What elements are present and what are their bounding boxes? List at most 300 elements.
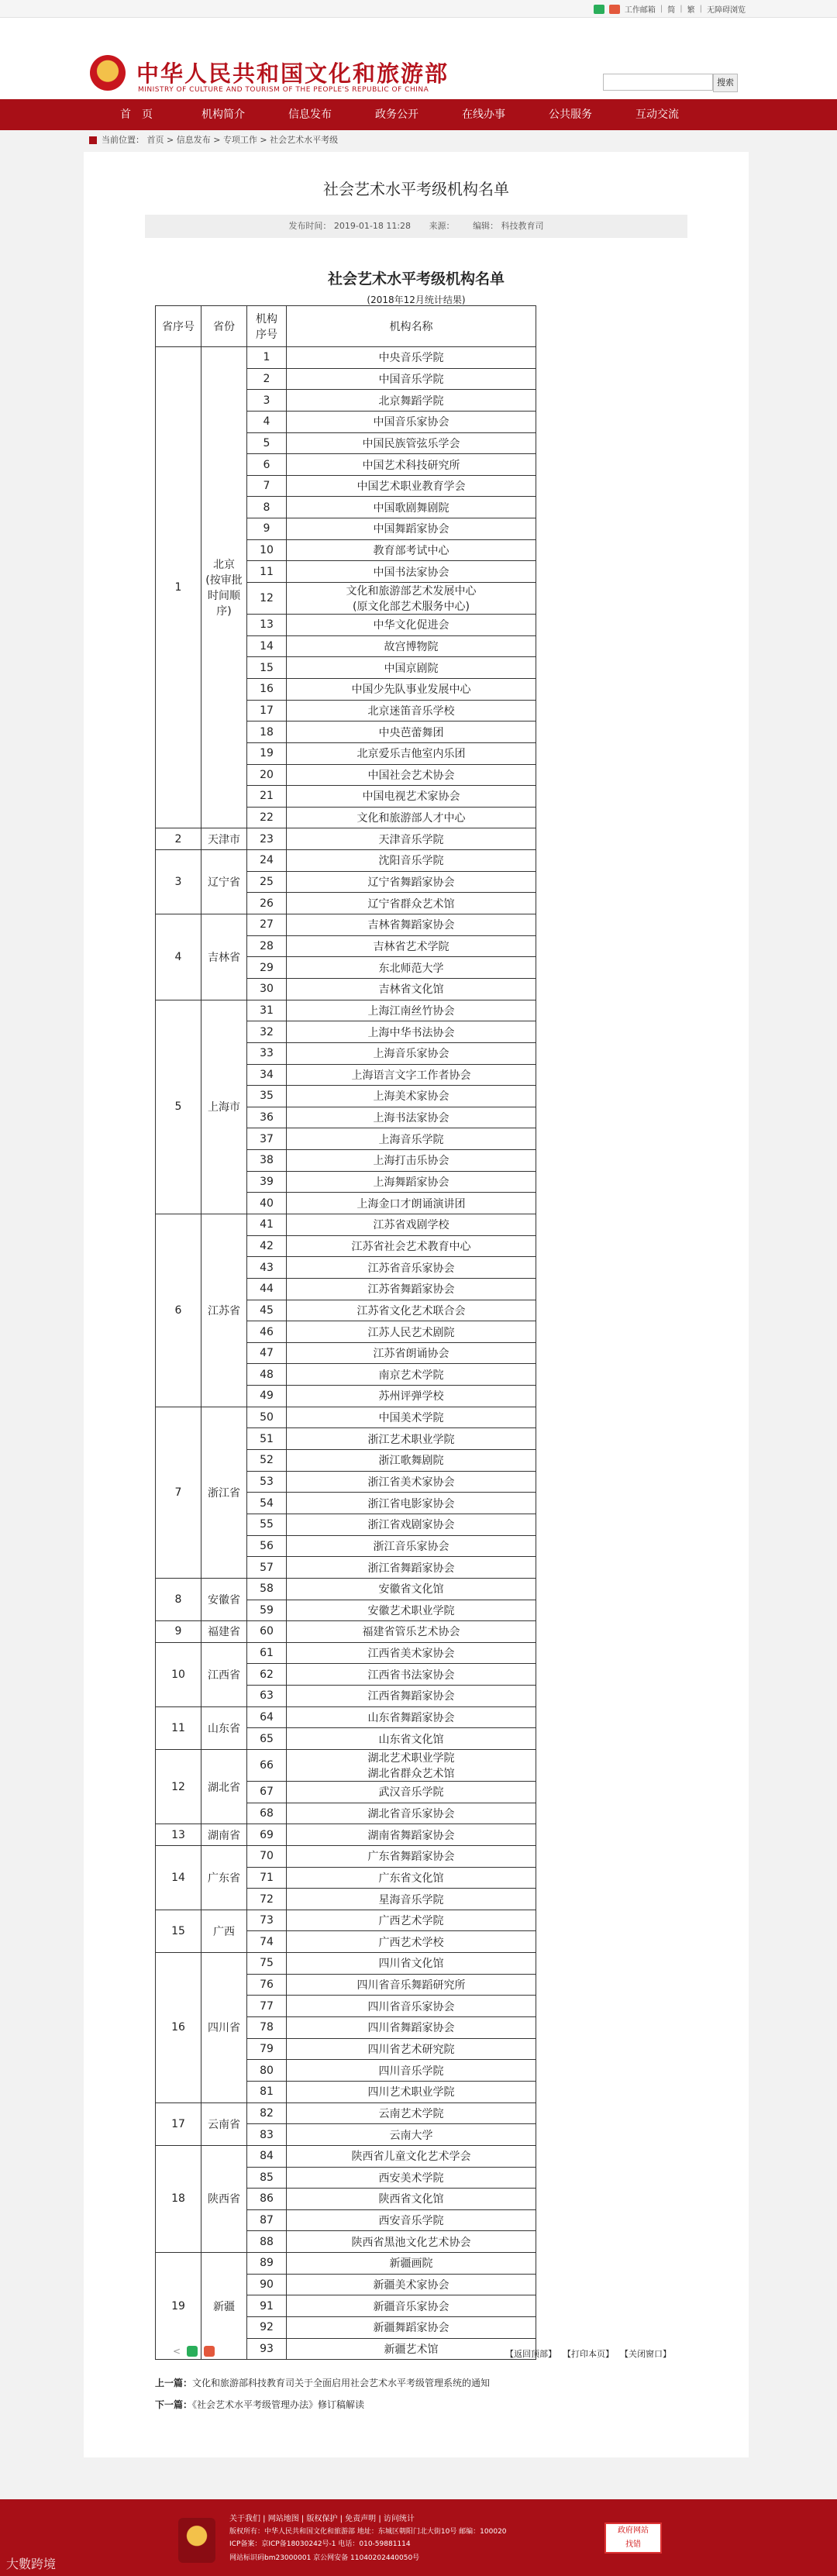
org-no-cell: 7	[247, 475, 287, 497]
org-no-cell: 6	[247, 454, 287, 476]
org-no-cell: 75	[247, 1953, 287, 1975]
org-no-cell: 4	[247, 411, 287, 432]
org-name-cell: 中国社会艺术协会	[287, 764, 536, 786]
org-name-cell: 山东省文化馆	[287, 1728, 536, 1750]
province-no-cell: 19	[156, 2253, 202, 2360]
prev-link[interactable]: 文化和旅游部科技教育司关于全面启用社会艺术水平考级管理系统的通知	[192, 2378, 491, 2388]
weibo-icon[interactable]	[609, 5, 620, 14]
org-name-cell: 吉林省文化馆	[287, 978, 536, 1000]
table-row	[156, 347, 536, 369]
org-name-cell: 广西艺术学校	[287, 1931, 536, 1953]
org-no-cell: 30	[247, 978, 287, 1000]
org-no-cell: 42	[247, 1235, 287, 1257]
province-name-cell: 云南省	[202, 2102, 247, 2145]
share-icon[interactable]: <	[173, 2346, 181, 2357]
site-footer	[0, 2499, 837, 2576]
province-name-cell: 天津市	[202, 828, 247, 850]
article-editor: 编辑： 科技教育司	[473, 221, 544, 231]
province-name-cell: 上海市	[202, 1000, 247, 1214]
province-no-cell: 11	[156, 1706, 202, 1749]
org-no-cell: 39	[247, 1171, 287, 1193]
org-name-cell: 江苏省舞蹈家协会	[287, 1278, 536, 1300]
org-name-cell: 文化和旅游部艺术发展中心 (原文化部艺术服务中心)	[287, 583, 536, 615]
nav-item-online[interactable]: 在线办事	[462, 108, 505, 121]
org-name-cell: 新疆画院	[287, 2253, 536, 2275]
org-no-cell: 86	[247, 2189, 287, 2210]
province-no-cell: 5	[156, 1000, 202, 1214]
org-name-cell: 故宫博物院	[287, 635, 536, 657]
org-no-cell: 74	[247, 1931, 287, 1953]
org-name-cell: 浙江省美术家协会	[287, 1471, 536, 1493]
org-no-cell: 54	[247, 1493, 287, 1514]
province-name-cell: 新疆	[202, 2253, 247, 2360]
next-label: 下一篇：	[155, 2399, 193, 2410]
search-button[interactable]: 搜索	[713, 74, 738, 92]
province-no-cell: 3	[156, 850, 202, 914]
org-no-cell: 87	[247, 2209, 287, 2231]
footer-copyright: 版权所有：中华人民共和国文化和旅游部 地址：东城区朝阳门北大街10号 邮编：100020	[229, 2528, 507, 2536]
table-row	[156, 1578, 536, 1600]
org-no-cell: 65	[247, 1728, 287, 1750]
province-name-cell: 北京 (按审批 时间顺 序)	[202, 347, 247, 828]
org-name-cell: 湖南省舞蹈家协会	[287, 1824, 536, 1846]
org-name-cell: 中国音乐学院	[287, 368, 536, 390]
org-no-cell: 79	[247, 2038, 287, 2060]
org-no-cell: 77	[247, 1996, 287, 2017]
org-no-cell: 92	[247, 2317, 287, 2339]
next-article	[155, 2398, 364, 2411]
org-name-cell: 中国音乐家协会	[287, 411, 536, 432]
table-row	[156, 850, 536, 872]
org-no-cell: 8	[247, 497, 287, 518]
org-no-cell: 23	[247, 828, 287, 850]
org-no-cell: 48	[247, 1364, 287, 1386]
province-name-cell: 广东省	[202, 1845, 247, 1910]
org-no-cell: 36	[247, 1107, 287, 1128]
utility-bar	[0, 0, 837, 18]
org-name-cell: 四川音乐学院	[287, 2060, 536, 2082]
table-header-row	[156, 306, 536, 347]
org-name-cell: 中国电视艺术家协会	[287, 786, 536, 808]
breadcrumb	[0, 130, 837, 150]
org-no-cell: 67	[247, 1782, 287, 1803]
org-name-cell: 上海美术家协会	[287, 1086, 536, 1107]
back-to-top-link[interactable]: 【返回顶部】	[505, 2349, 556, 2359]
org-name-cell: 四川省艺术研究院	[287, 2038, 536, 2060]
org-name-cell: 广东省舞蹈家协会	[287, 1845, 536, 1867]
org-name-cell: 四川省音乐家协会	[287, 1996, 536, 2017]
org-name-cell: 江苏省戏剧学校	[287, 1214, 536, 1235]
org-name-cell: 中国艺术职业教育学会	[287, 475, 536, 497]
watermark: 大數跨境	[6, 2557, 57, 2571]
close-window-link[interactable]: 【关闭窗口】	[620, 2349, 671, 2359]
province-name-cell: 山东省	[202, 1706, 247, 1749]
org-no-cell: 18	[247, 721, 287, 743]
header-org-name: 机构名称	[287, 306, 536, 347]
org-no-cell: 17	[247, 700, 287, 721]
org-name-cell: 江苏省文化艺术联合会	[287, 1300, 536, 1321]
footer-site-id: 网站标识码bm23000001 京公网安备 11040202440050号	[229, 2554, 420, 2562]
table-row	[156, 2145, 536, 2167]
nav-item-interact[interactable]: 互动交流	[636, 108, 679, 121]
table-row	[156, 2102, 536, 2124]
org-name-cell: 上海中华书法协会	[287, 1021, 536, 1043]
org-no-cell: 49	[247, 1386, 287, 1407]
org-no-cell: 66	[247, 1750, 287, 1782]
org-name-cell: 陕西省儿童文化艺术学会	[287, 2145, 536, 2167]
table-row	[156, 2253, 536, 2275]
org-no-cell: 1	[247, 347, 287, 369]
site-subtitle: MINISTRY OF CULTURE AND TOURISM OF THE PEOPLE'S REPUBLIC OF CHINA	[138, 86, 429, 94]
org-no-cell: 64	[247, 1706, 287, 1728]
province-name-cell: 湖北省	[202, 1750, 247, 1824]
simplified-link[interactable]: 简	[667, 6, 676, 15]
org-no-cell: 78	[247, 2017, 287, 2039]
org-name-cell: 安徽艺术职业学院	[287, 1600, 536, 1621]
weibo-share-icon[interactable]	[204, 2346, 215, 2357]
search-input[interactable]	[603, 74, 713, 91]
province-no-cell: 6	[156, 1214, 202, 1407]
table-row	[156, 1910, 536, 1931]
org-name-cell: 新疆艺术馆	[287, 2338, 536, 2360]
org-no-cell: 13	[247, 615, 287, 636]
org-name-cell: 中国书法家协会	[287, 561, 536, 583]
org-name-cell: 浙江省电影家协会	[287, 1493, 536, 1514]
org-name-cell: 湖北艺术职业学院 湖北省群众艺术馆	[287, 1750, 536, 1782]
org-name-cell: 吉林省舞蹈家协会	[287, 914, 536, 936]
institution-table	[155, 305, 536, 2360]
org-no-cell: 15	[247, 657, 287, 679]
org-name-cell: 天津音乐学院	[287, 828, 536, 850]
org-no-cell: 57	[247, 1557, 287, 1579]
org-no-cell: 29	[247, 957, 287, 979]
province-name-cell: 福建省	[202, 1621, 247, 1643]
org-name-cell: 吉林省艺术学院	[287, 935, 536, 957]
nav-item-home[interactable]: 首 页	[120, 108, 153, 121]
org-name-cell: 四川艺术职业学院	[287, 2081, 536, 2102]
org-no-cell: 46	[247, 1321, 287, 1343]
province-no-cell: 2	[156, 828, 202, 850]
table-row	[156, 1706, 536, 1728]
article-tools	[84, 2335, 749, 2366]
org-name-cell: 江苏人民艺术剧院	[287, 1321, 536, 1343]
footer-links[interactable]: 关于我们 | 网站地图 | 版权保护 | 免责声明 | 访问统计	[229, 2515, 415, 2523]
org-name-cell: 江苏省朗诵协会	[287, 1342, 536, 1364]
province-name-cell: 广西	[202, 1910, 247, 1952]
org-no-cell: 69	[247, 1824, 287, 1846]
org-no-cell: 21	[247, 786, 287, 808]
org-no-cell: 81	[247, 2081, 287, 2102]
table-row	[156, 1642, 536, 1664]
org-name-cell: 北京爱乐吉他室内乐团	[287, 742, 536, 764]
org-no-cell: 5	[247, 432, 287, 454]
org-no-cell: 12	[247, 583, 287, 615]
province-name-cell: 江西省	[202, 1642, 247, 1706]
org-no-cell: 41	[247, 1214, 287, 1235]
org-name-cell: 陕西省黑池文化艺术协会	[287, 2231, 536, 2253]
org-no-cell: 91	[247, 2295, 287, 2317]
org-name-cell: 文化和旅游部人才中心	[287, 807, 536, 828]
province-no-cell: 8	[156, 1578, 202, 1620]
province-name-cell: 安徽省	[202, 1578, 247, 1620]
org-name-cell: 新疆美术家协会	[287, 2274, 536, 2295]
table-body	[156, 347, 536, 2360]
org-no-cell: 31	[247, 1000, 287, 1021]
org-no-cell: 53	[247, 1471, 287, 1493]
org-name-cell: 新疆舞蹈家协会	[287, 2317, 536, 2339]
org-no-cell: 22	[247, 807, 287, 828]
org-name-cell: 中国歌剧舞剧院	[287, 497, 536, 518]
next-link[interactable]: 《社会艺术水平考级管理办法》修订稿解读	[192, 2399, 365, 2410]
org-no-cell: 27	[247, 914, 287, 936]
org-no-cell: 25	[247, 871, 287, 893]
org-name-cell: 南京艺术学院	[287, 1364, 536, 1386]
tool-links	[505, 2347, 671, 2360]
org-name-cell: 上海江南丝竹协会	[287, 1000, 536, 1021]
org-no-cell: 60	[247, 1621, 287, 1643]
nav-item-news[interactable]: 信息发布	[288, 108, 332, 121]
org-name-cell: 江西省舞蹈家协会	[287, 1686, 536, 1707]
province-no-cell: 9	[156, 1621, 202, 1643]
org-no-cell: 45	[247, 1300, 287, 1321]
province-no-cell: 4	[156, 914, 202, 1000]
org-name-cell: 四川省舞蹈家协会	[287, 2017, 536, 2039]
org-name-cell: 北京迷笛音乐学校	[287, 700, 536, 721]
org-no-cell: 14	[247, 635, 287, 657]
nav-item-public[interactable]: 公共服务	[549, 108, 592, 121]
org-no-cell: 88	[247, 2231, 287, 2253]
org-name-cell: 上海书法家协会	[287, 1107, 536, 1128]
org-name-cell: 四川省音乐舞蹈研究所	[287, 1974, 536, 1996]
org-no-cell: 11	[247, 561, 287, 583]
org-name-cell: 中国少先队事业发展中心	[287, 678, 536, 700]
org-name-cell: 浙江省舞蹈家协会	[287, 1557, 536, 1579]
org-no-cell: 80	[247, 2060, 287, 2082]
org-name-cell: 湖北省音乐家协会	[287, 1803, 536, 1824]
table-row	[156, 1407, 536, 1428]
org-no-cell: 61	[247, 1642, 287, 1664]
org-no-cell: 2	[247, 368, 287, 390]
prev-label: 上一篇：	[155, 2378, 193, 2388]
org-no-cell: 51	[247, 1428, 287, 1450]
province-no-cell: 17	[156, 2102, 202, 2145]
org-name-cell: 中国舞蹈家协会	[287, 518, 536, 540]
org-no-cell: 76	[247, 1974, 287, 1996]
org-name-cell: 上海语言文字工作者协会	[287, 1064, 536, 1086]
org-no-cell: 83	[247, 2124, 287, 2146]
org-name-cell: 陕西省文化馆	[287, 2189, 536, 2210]
org-name-cell: 广东省文化馆	[287, 1867, 536, 1889]
table-row	[156, 1824, 536, 1846]
org-name-cell: 安徽省文化馆	[287, 1578, 536, 1600]
org-name-cell: 江苏省社会艺术教育中心	[287, 1235, 536, 1257]
main-nav	[0, 99, 837, 130]
mail-link[interactable]: 工作邮箱	[624, 6, 656, 15]
org-no-cell: 20	[247, 764, 287, 786]
org-no-cell: 9	[247, 518, 287, 540]
nav-item-affairs[interactable]: 政务公开	[375, 108, 418, 121]
province-name-cell: 江苏省	[202, 1214, 247, 1407]
org-name-cell: 浙江艺术职业学院	[287, 1428, 536, 1450]
org-name-cell: 上海音乐学院	[287, 1128, 536, 1150]
org-name-cell: 中国京剧院	[287, 657, 536, 679]
org-name-cell: 苏州评弹学校	[287, 1386, 536, 1407]
accessibility-link[interactable]: 无障碍浏览	[707, 6, 746, 15]
org-name-cell: 云南艺术学院	[287, 2102, 536, 2124]
org-name-cell: 上海舞蹈家协会	[287, 1171, 536, 1193]
site-header	[0, 18, 837, 99]
org-no-cell: 52	[247, 1450, 287, 1472]
org-name-cell: 中华文化促进会	[287, 615, 536, 636]
province-name-cell: 湖南省	[202, 1824, 247, 1846]
org-name-cell: 云南大学	[287, 2124, 536, 2146]
province-no-cell: 10	[156, 1642, 202, 1706]
org-no-cell: 93	[247, 2338, 287, 2360]
org-name-cell: 教育部考试中心	[287, 539, 536, 561]
org-no-cell: 34	[247, 1064, 287, 1086]
org-no-cell: 44	[247, 1278, 287, 1300]
org-no-cell: 35	[247, 1086, 287, 1107]
org-no-cell: 90	[247, 2274, 287, 2295]
breadcrumb-text[interactable]: 当前位置： 首页 > 信息发布 > 专项工作 > 社会艺术水平考级	[102, 135, 339, 145]
org-name-cell: 上海音乐家协会	[287, 1042, 536, 1064]
org-no-cell: 59	[247, 1600, 287, 1621]
org-no-cell: 37	[247, 1128, 287, 1150]
province-no-cell: 12	[156, 1750, 202, 1824]
site-title[interactable]: 中华人民共和国文化和旅游部	[136, 60, 450, 87]
org-no-cell: 82	[247, 2102, 287, 2124]
org-name-cell: 浙江歌舞剧院	[287, 1450, 536, 1472]
org-no-cell: 47	[247, 1342, 287, 1364]
org-name-cell: 浙江音乐家协会	[287, 1535, 536, 1557]
org-name-cell: 东北师范大学	[287, 957, 536, 979]
province-no-cell: 16	[156, 1953, 202, 2102]
org-no-cell: 62	[247, 1664, 287, 1686]
org-no-cell: 16	[247, 678, 287, 700]
article-meta	[145, 215, 687, 238]
org-no-cell: 71	[247, 1867, 287, 1889]
org-no-cell: 85	[247, 2167, 287, 2189]
org-no-cell: 55	[247, 1514, 287, 1535]
nav-item-about[interactable]: 机构简介	[202, 108, 245, 121]
wechat-icon[interactable]	[594, 5, 604, 14]
org-name-cell: 新疆音乐家协会	[287, 2295, 536, 2317]
org-name-cell: 江西省书法家协会	[287, 1664, 536, 1686]
org-no-cell: 70	[247, 1845, 287, 1867]
org-name-cell: 四川省文化馆	[287, 1953, 536, 1975]
org-no-cell: 40	[247, 1193, 287, 1214]
province-no-cell: 1	[156, 347, 202, 828]
prev-article	[155, 2376, 490, 2389]
org-name-cell: 江西省美术家协会	[287, 1642, 536, 1664]
org-no-cell: 28	[247, 935, 287, 957]
org-name-cell: 辽宁省舞蹈家协会	[287, 871, 536, 893]
province-name-cell: 浙江省	[202, 1407, 247, 1578]
table-row	[156, 1845, 536, 1867]
org-no-cell: 33	[247, 1042, 287, 1064]
footer-icp[interactable]: ICP备案：京ICP备18030242号-1 电话：010-59881114	[229, 2540, 411, 2548]
table-row	[156, 1750, 536, 1782]
table-row	[156, 1214, 536, 1235]
org-name-cell: 广西艺术学院	[287, 1910, 536, 1931]
article-source: 来源：	[429, 221, 455, 231]
header-province: 省份	[202, 306, 247, 347]
org-no-cell: 63	[247, 1686, 287, 1707]
org-no-cell: 3	[247, 390, 287, 412]
table-row	[156, 914, 536, 936]
org-name-cell: 中央芭蕾舞团	[287, 721, 536, 743]
province-no-cell: 14	[156, 1845, 202, 1910]
province-no-cell: 15	[156, 1910, 202, 1952]
org-name-cell: 福建省管乐艺术协会	[287, 1621, 536, 1643]
gov-site-badge[interactable]: 政府网站 找错	[604, 2523, 662, 2554]
org-name-cell: 中国艺术科技研究所	[287, 454, 536, 476]
org-no-cell: 38	[247, 1150, 287, 1172]
org-no-cell: 58	[247, 1578, 287, 1600]
print-link[interactable]: 【打印本页】	[563, 2349, 614, 2359]
province-no-cell: 18	[156, 2145, 202, 2252]
org-name-cell: 西安音乐学院	[287, 2209, 536, 2231]
header-org-no: 机构 序号	[247, 306, 287, 347]
province-name-cell: 辽宁省	[202, 850, 247, 914]
province-no-cell: 7	[156, 1407, 202, 1578]
org-no-cell: 19	[247, 742, 287, 764]
table-row	[156, 1953, 536, 1975]
article-title: 社会艺术水平考级机构名单	[323, 180, 509, 198]
org-name-cell: 武汉音乐学院	[287, 1782, 536, 1803]
org-no-cell: 89	[247, 2253, 287, 2275]
org-name-cell: 北京舞蹈学院	[287, 390, 536, 412]
wechat-share-icon[interactable]	[187, 2346, 198, 2357]
article-panel	[84, 152, 749, 2457]
list-note: (2018年12月统计结果)	[367, 294, 466, 305]
utility-links: 工作邮箱 | 简 | 繁 | 无障碍浏览	[594, 3, 746, 15]
province-name-cell: 吉林省	[202, 914, 247, 1000]
org-no-cell: 43	[247, 1257, 287, 1279]
org-no-cell: 50	[247, 1407, 287, 1428]
org-name-cell: 浙江省戏剧家协会	[287, 1514, 536, 1535]
header-province-no: 省序号	[156, 306, 202, 347]
org-no-cell: 24	[247, 850, 287, 872]
org-no-cell: 56	[247, 1535, 287, 1557]
org-name-cell: 中国民族管弦乐学会	[287, 432, 536, 454]
list-title: 社会艺术水平考级机构名单	[327, 270, 505, 288]
org-name-cell: 山东省舞蹈家协会	[287, 1706, 536, 1728]
org-name-cell: 中国美术学院	[287, 1407, 536, 1428]
org-no-cell: 72	[247, 1889, 287, 1910]
table-row	[156, 1000, 536, 1021]
province-name-cell: 陕西省	[202, 2145, 247, 2252]
traditional-link[interactable]: 繁	[687, 6, 695, 15]
org-no-cell: 73	[247, 1910, 287, 1931]
org-no-cell: 10	[247, 539, 287, 561]
national-emblem-icon[interactable]	[90, 55, 126, 91]
province-name-cell: 四川省	[202, 1953, 247, 2102]
org-name-cell: 辽宁省群众艺术馆	[287, 893, 536, 914]
home-icon	[89, 136, 97, 144]
org-name-cell: 江苏省音乐家协会	[287, 1257, 536, 1279]
share-bar	[173, 2346, 215, 2357]
publish-time: 发布时间： 2019-01-18 11:28	[288, 221, 412, 231]
org-no-cell: 32	[247, 1021, 287, 1043]
org-name-cell: 上海打击乐协会	[287, 1150, 536, 1172]
org-name-cell: 沈阳音乐学院	[287, 850, 536, 872]
table-row	[156, 1621, 536, 1643]
org-name-cell: 中央音乐学院	[287, 347, 536, 369]
table-row	[156, 828, 536, 850]
footer-emblem-icon	[178, 2518, 215, 2563]
province-no-cell: 13	[156, 1824, 202, 1846]
